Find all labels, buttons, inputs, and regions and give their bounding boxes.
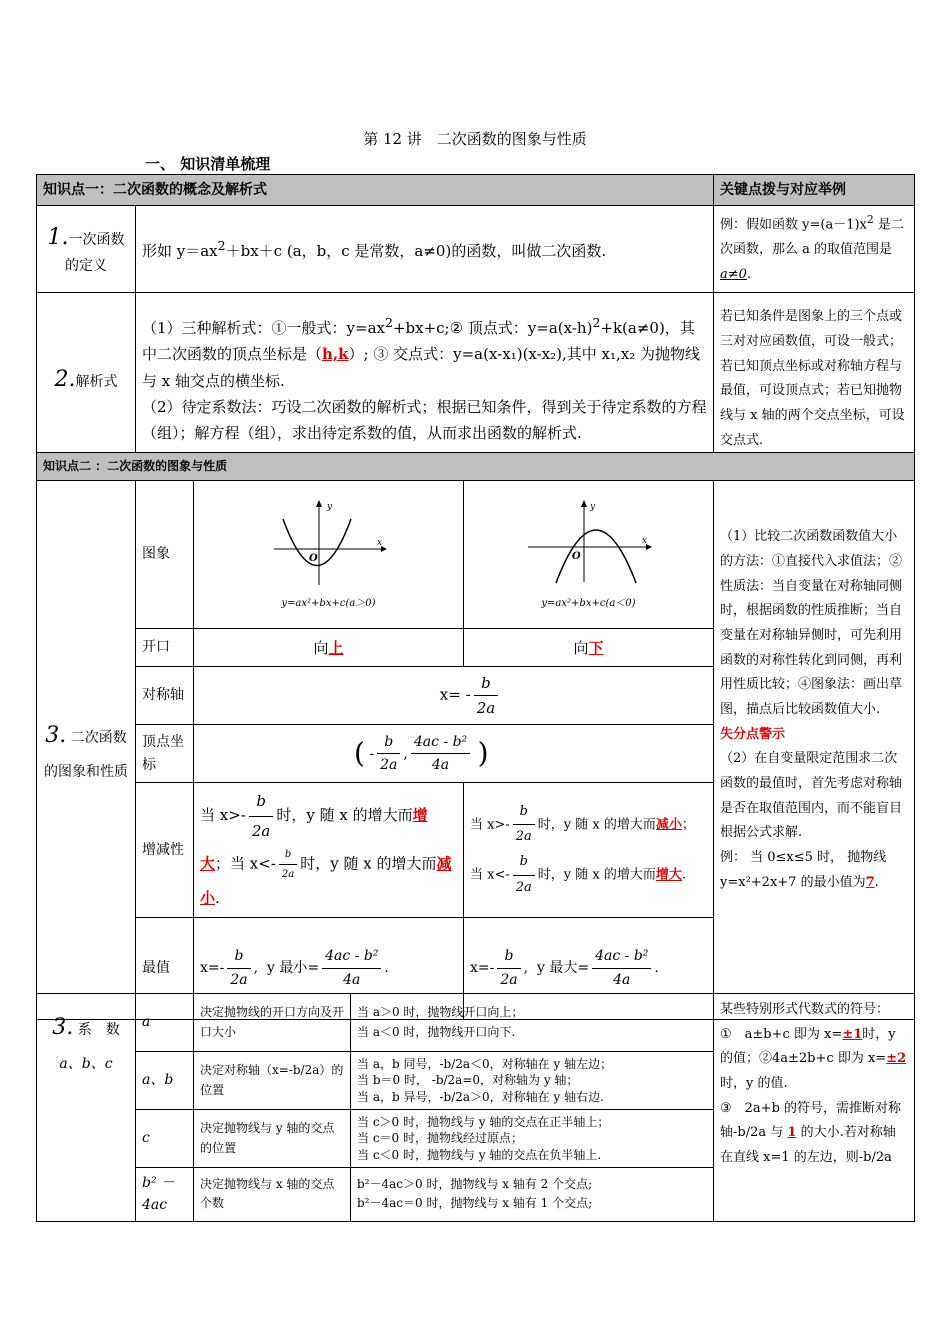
svg-text:O: O (571, 550, 581, 562)
page-title: 第 12 讲 二次函数的图象与性质 (363, 130, 587, 148)
coef-desc-1: 当 a，b 同号，-b/2a＜0，对称轴在 y 轴左边； 当 b＝0 时， -b/2a=0，对称轴为 y 轴； 当 a，b 异号，-b/2a＞0，对称轴在 y 轴右边. (351, 1052, 714, 1110)
warn-label: 失分点警示 (720, 726, 786, 742)
row-mono-label: 增减性 (136, 783, 194, 918)
svg-text:x: x (376, 537, 382, 548)
side-example: 例： 当 0≤x≤5 时， 抛物线 y=x²+2x+7 的最小值为7. (720, 850, 887, 890)
coef-role-2: 决定抛物线与 y 轴的交点的位置 (194, 1110, 351, 1168)
coef-table (36, 993, 915, 1222)
def-example: 例：假如函数 $y=(a-1)x^2$ 是二次函数，那么 a 的取值范围是 a≠0. (714, 206, 915, 292)
coef-role-1: 决定对称轴（x=-b/2a）的位置 (194, 1052, 351, 1110)
expr-num: 2. (54, 366, 76, 392)
expr-text-1: （1）三种解析式：①一般式：$y=ax^2+bx+c;②$ 顶点式：$y=a(x-h)^2+k(a\ne 0)$，其中二次函数的顶点坐标是（h,k）; ③ 交点式：y=a(x-x₁)(x-x₂),其中 x₁,x₂ 为抛物线与 x 轴交点的横坐标. (142, 315, 701, 390)
section-heading: 一、 知识清单梳理 (145, 155, 271, 173)
coef-label-cell: 3. 系 数 a、b、c (37, 994, 136, 1222)
def-label: 一次函数的定义 (65, 232, 125, 275)
svg-text:O: O (308, 552, 318, 564)
graph-left-cell (194, 481, 464, 629)
side-example-answer: 7 (865, 874, 875, 890)
coef-name-0: a (136, 994, 194, 1052)
row-max-label: 最值 (136, 917, 194, 1019)
coef-role-3: 决定抛物线与 x 轴的交点个数 (194, 1168, 351, 1222)
mono-right: 当 x>- $\frac{b}{2a}$ 时，y 随 x 的增大而减小；当 x<- $\frac{b}{2a}$ 时，y 随 x 的增大而增大. (464, 783, 714, 918)
prop-label: 二次函数的图象和性质 (44, 729, 128, 780)
max-right: x=- $\frac{b}{2a}$ , y 最大= $\frac{\text{4ac - b²}}{4a}$ . (464, 917, 714, 1019)
axis-formula: x= - $\frac{b}{2a}$ (194, 667, 714, 725)
coef-desc-2: 当 c＞0 时，抛物线与 y 轴的交点在正半轴上； 当 c＝0 时，抛物线经过原点； 当 c＜0 时，抛物线与 y 轴的交点在负半轴上. (351, 1110, 714, 1168)
row-axis-label: 对称轴 (136, 667, 194, 725)
kp1-header: 知识点一：二次函数的概念及解析式 (37, 175, 714, 206)
vertex-formula: ( - $\frac{b}{2a}$ , $\frac{\text{4ac - b²}}{4a}$ ) (194, 725, 714, 783)
kp2-side (714, 481, 915, 1020)
expr-text (136, 292, 714, 466)
svg-text:x: x (641, 535, 647, 546)
max-left: x=- $\frac{b}{2a}$ , y 最小= $\frac{\text{4ac - b²}}{4a}$ . (194, 917, 464, 1019)
prop-label-cell (37, 481, 136, 1020)
expr-label-cell (37, 292, 136, 466)
def-example-answer: a≠0 (720, 267, 747, 283)
graph-right-caption: y=ax²+bx+c(a＜0) (541, 598, 636, 610)
kp2-header: 知识点二 ：二次函数的图象与性质 (37, 453, 915, 481)
def-text: 形如 $y=ax^2+bx+c$ (a，b，c 是常数，a≠0)的函数，叫做二次函数. (136, 206, 714, 292)
coef-side: 某些特别形式代数式的符号： ① a±b+c 即为 x=±1时，y 的值；②4a±2b+c 即为 x=±2时，y 的值. ③ 2a+b 的符号，需推断对称 轴-b/2a 与 1 的大小.若对称轴在直线 x=1 的左边，则-b/2a (714, 994, 915, 1222)
graph-up (269, 497, 389, 589)
prop-num: 3. (45, 722, 67, 748)
coef-desc-3: b²－4ac＞0 时，抛物线与 x 轴有 2 个交点; b²－4ac＝0 时，抛物线与 x 轴有 1 个交点; (351, 1168, 714, 1222)
coef-desc-0: 当 a＞0 时，抛物线开口向上； 当 a＜0 时，抛物线开口向下. (351, 994, 714, 1052)
graph-left-caption: y=ax²+bx+c(a＞0) (281, 598, 376, 610)
coef-name-3: b² －4ac (136, 1168, 194, 1222)
expr-hk: h,k (322, 345, 349, 364)
kp1-table (36, 174, 915, 467)
coef-role-0: 决定抛物线的开口方向及开口大小 (194, 994, 351, 1052)
coef-name-1: a、b (136, 1052, 194, 1110)
coef-num: 3. (52, 1015, 74, 1040)
row-graph-label: 图象 (136, 481, 194, 629)
row-open-label: 开口 (136, 629, 194, 667)
kp2-table (36, 452, 915, 1020)
expr-text-2: （2）待定系数法：巧设二次函数的解析式；根据已知条件，得到关于待定系数的方程（组）；解方程（组），求出待定系数的值，从而求出函数的解析式. (142, 397, 707, 443)
graph-right-cell (464, 481, 714, 629)
coef-name-2: c (136, 1110, 194, 1168)
mono-left: 当 x>- $\frac{b}{2a}$ 时，y 随 x 的增大而增大；当 x<- $\frac{b}{2a}$ 时，y 随 x 的增大而减小. (194, 783, 464, 918)
side-compare: （1）比较二次函数函数值大小的方法：①直接代入求值法；②性质法：当自变量在对称轴同侧时，根据函数的性质推断；当自变量在对称轴异侧时，可先利用函数的对称性转化到同侧，再利用性质比较；④图象法：画出草图，描点后比较函数值大小. (720, 529, 903, 717)
svg-text:y: y (589, 501, 595, 512)
graph-down (524, 497, 654, 589)
expr-side: 若已知条件是图象上的三个点或三对对应函数值，可设一般式；若已知顶点坐标或对称轴方程与最值，可设顶点式；若已知抛物线与 x 轴的两个交点坐标，可设交点式. (714, 292, 915, 466)
def-label-cell (37, 206, 136, 292)
kp1-header-right: 关键点拨与对应举例 (714, 175, 915, 206)
row-vertex-label: 顶点坐标 (136, 725, 194, 783)
def-num: 1. (47, 225, 69, 251)
expr-label: 解析式 (75, 373, 118, 390)
side-warning: （2）在自变量限定范围求二次函数的最值时，首先考虑对称轴是否在取值范围内，而不能盲目根据公式求解. (720, 751, 903, 841)
open-up: 向上 (194, 629, 464, 667)
open-down: 向下 (464, 629, 714, 667)
svg-text:y: y (326, 501, 332, 512)
